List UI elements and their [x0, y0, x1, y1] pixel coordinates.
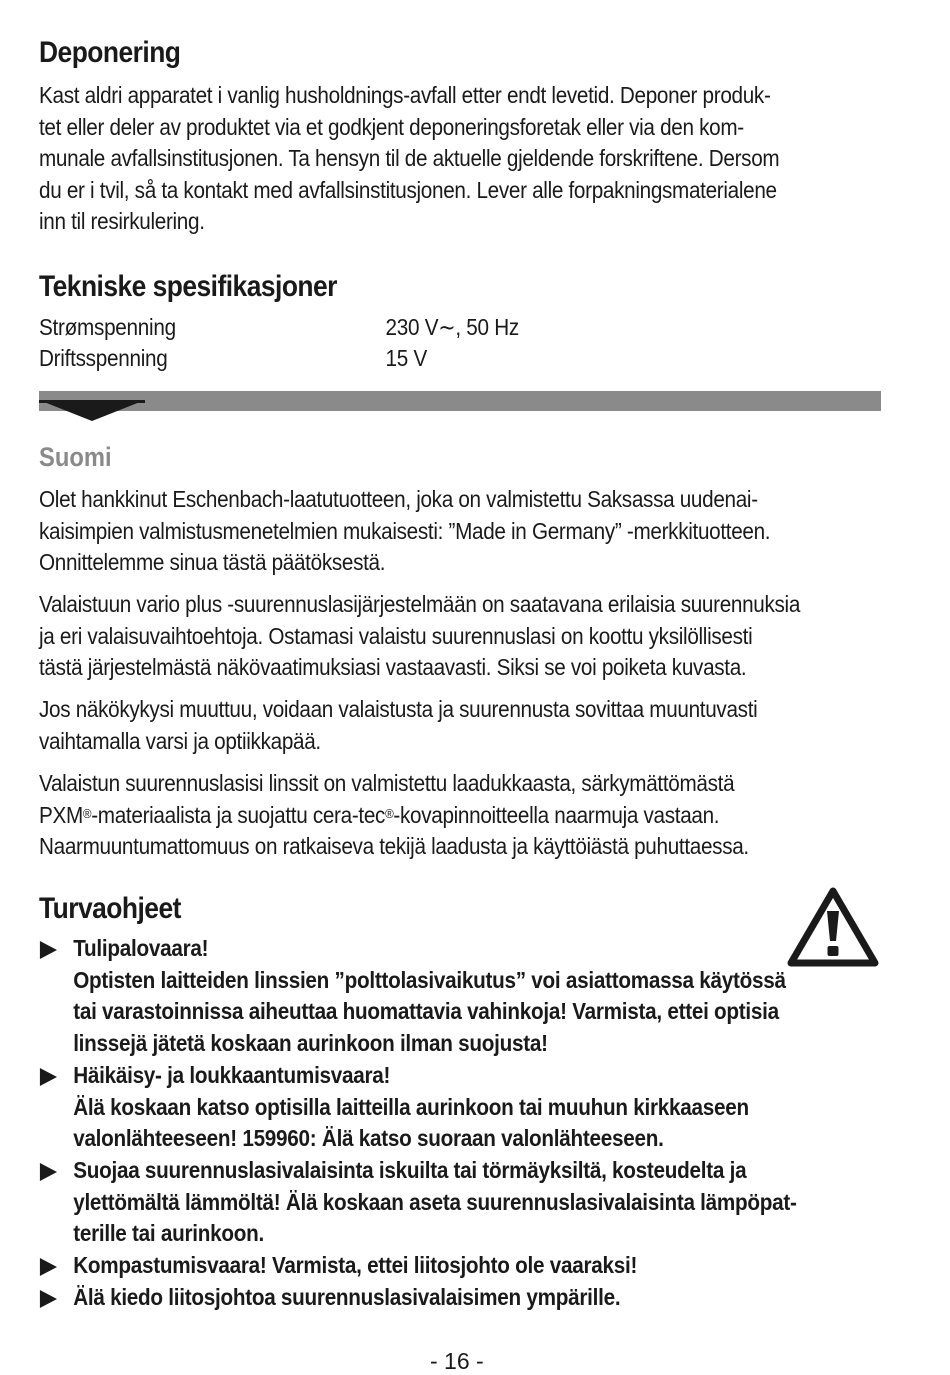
text-line: tet eller deler av produktet via et godkjent deponeringsforetak eller via den kom- [39, 113, 744, 140]
text-line: ylettömältä lämmöltä! Älä koskaan aseta suurennuslasivalaisinta lämpöpat- [73, 1188, 797, 1215]
text-line: Kast aldri apparatet i vanlig husholdnings-avfall etter endt levetid. Deponer produk- [39, 82, 771, 108]
text-line: tästä järjestelmästä näkövaatimuksiasi vastaavasti. Siksi se voi poiketa kuvasta. [39, 654, 747, 680]
section-heading-tekniske: Tekniske spesifikasjoner [39, 270, 337, 303]
text-line: munale avfallsinstitusjonen. Ta hensyn til de aktuelle gjeldende forskriftene. Dersom [39, 145, 780, 171]
text-fragment: -materiaalista ja suojattu cera-tec [91, 801, 386, 828]
text-line: vaihtamalla varsi ja optiikkapää. [39, 727, 321, 754]
text-line: Valaistun suurennuslasisi linssit on valmistettu laadukkaasta, särkymättömästä [39, 770, 735, 796]
registered-mark: ® [82, 805, 92, 821]
paragraph-lenses [39, 768, 881, 863]
text-line: Älä kiedo liitosjohtoa suurennuslasivalaisimen ympärille. [73, 1283, 621, 1310]
text-line: Valaistuun vario plus -suurennuslasijärjestelmään on saatavana erilaisia suurennuksia [39, 591, 801, 617]
language-divider-bar [39, 391, 881, 411]
list-item [39, 933, 881, 1060]
text-line: Naarmuuntumattomuus on ratkaiseva tekijä laadusta ja käyttöiästä puhuttaessa. [39, 833, 749, 859]
text-fragment: -kovapinnoitteella naarmuja vastaan. [393, 801, 720, 828]
text-line: Kompastumisvaara! Varmista, ettei liitosjohto ole vaaraksi! [73, 1252, 638, 1279]
triangle-bullet-icon [40, 941, 57, 959]
text-line: tai varastoinnissa aiheuttaa huomattavia vahinkoja! Varmista, ettei optisia [73, 998, 779, 1025]
text-line: kaisimpien valmistusmenetelmien mukaisesti: ”Made in Germany” -merkkituotteen. [39, 517, 771, 544]
text-line: linssejä jätetä koskaan aurinkoon ilman suojusta! [73, 1030, 548, 1057]
language-label-suomi: Suomi [39, 442, 112, 472]
text-line: Älä koskaan katso optisilla laitteilla aurinkoon tai muuhun kirkkaaseen [73, 1093, 749, 1120]
text-line: Onnittelemme sinua tästä päätöksestä. [39, 549, 386, 575]
paragraph-system [39, 589, 881, 684]
spec-value: 15 V [385, 345, 428, 371]
text-line: terille tai aurinkoon. [73, 1220, 264, 1247]
text-line: ja eri valaisuvaihtoehtoja. Ostamasi valaistu suurennuslasi on koottu yksilöllisesti [39, 622, 753, 649]
safety-instructions-list [39, 933, 881, 1313]
list-item [39, 1060, 881, 1155]
spec-label: Strømspenning [39, 314, 176, 340]
list-item [39, 1282, 881, 1314]
triangle-bullet-icon [40, 1258, 57, 1276]
triangle-bullet-icon [40, 1290, 57, 1308]
spec-value: 230 V∼, 50 Hz [385, 314, 520, 340]
text-line: inn til resirkulering. [39, 208, 205, 234]
paragraph-deponering [39, 80, 881, 238]
spec-label: Driftsspenning [39, 345, 168, 371]
paragraph-adapt [39, 694, 881, 757]
text-line: Olet hankkinut Eschenbach-laatutuotteen, joka on valmistettu Saksassa uudenai- [39, 486, 758, 512]
page-number: - 16 - [430, 1348, 484, 1374]
text-line: Jos näkökykysi muuttuu, voidaan valaistusta ja suurennusta sovittaa muuntuvasti [39, 696, 758, 722]
text-line: valonlähteeseen! 159960: Älä katso suoraan valonlähteeseen. [73, 1125, 664, 1152]
text-line: Tulipalovaara! [73, 935, 209, 961]
triangle-bullet-icon [40, 1068, 57, 1086]
list-item [39, 1155, 881, 1250]
text-line: Suojaa suurennuslasivalaisinta iskuilta tai törmäyksiltä, kosteudelta ja [73, 1156, 747, 1183]
text-fragment: PXM [39, 801, 83, 828]
text-line [39, 802, 719, 828]
text-line: Optisten laitteiden linssien ”polttolasivaikutus” voi asiattomassa käytössä [73, 966, 786, 993]
list-item [39, 1250, 881, 1282]
registered-mark: ® [385, 805, 394, 821]
section-heading-deponering: Deponering [39, 36, 181, 69]
section-heading-turvaohjeet: Turvaohjeet [39, 892, 181, 925]
text-line: du er i tvil, så ta kontakt med avfallsinstitusjonen. Lever alle forpakningsmaterialene [39, 176, 777, 203]
divider-arrow-icon [39, 400, 145, 421]
triangle-bullet-icon [40, 1163, 57, 1181]
text-line: Häikäisy- ja loukkaantumisvaara! [73, 1061, 391, 1088]
paragraph-intro [39, 484, 881, 579]
